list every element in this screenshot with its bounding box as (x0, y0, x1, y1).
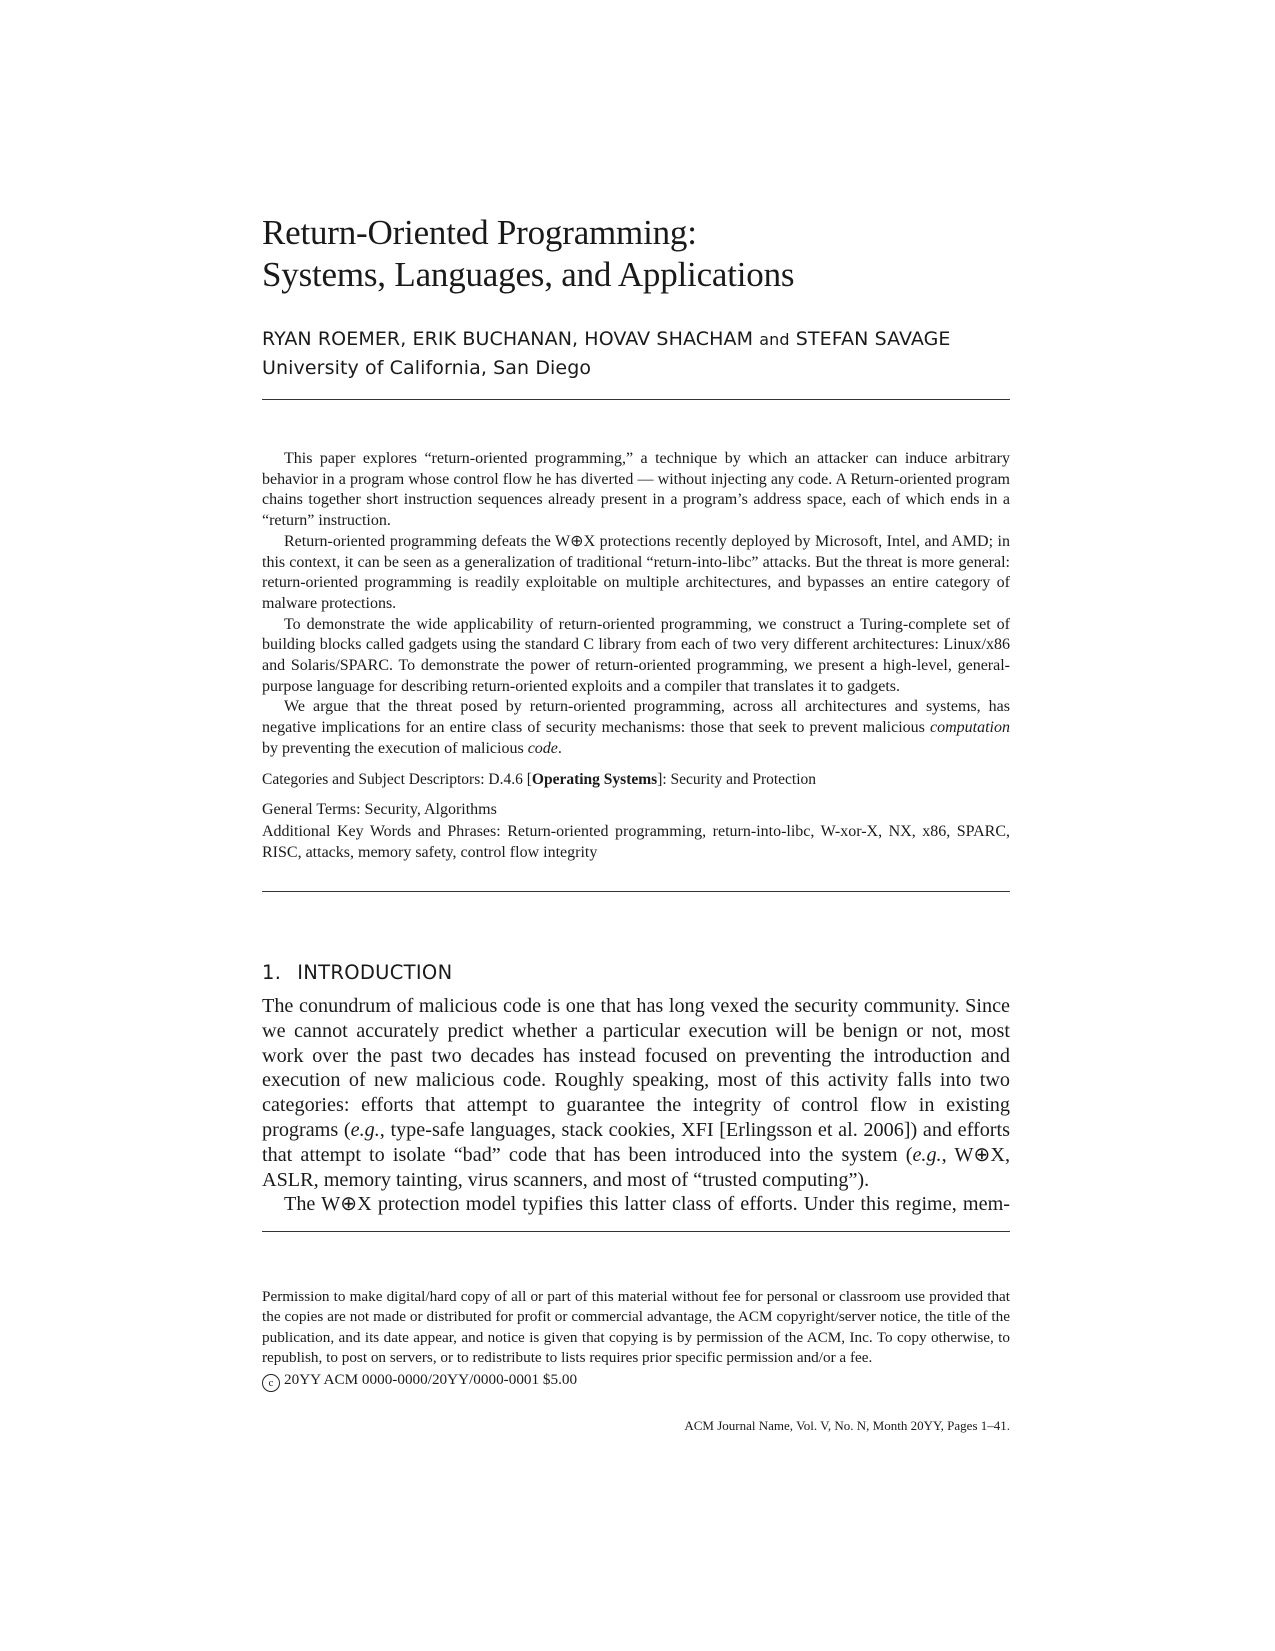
paper-title (262, 212, 1010, 296)
copyright-text: 20YY ACM 0000-0000/20YY/0000-0001 $5.00 (284, 1370, 578, 1388)
copyright-line (262, 1369, 1010, 1392)
section-title: INTRODUCTION (297, 961, 453, 984)
copyright-icon: c (262, 1374, 280, 1392)
permission-footnote (262, 1287, 1010, 1392)
general-terms: General Terms: Security, Algorithms (262, 800, 497, 818)
section-number: 1. (262, 961, 282, 984)
author-list: RYAN ROEMER, ERIK BUCHANAN, HOVAV SHACHAM (262, 328, 754, 350)
author-and: and (759, 330, 790, 349)
intro-paragraph-1: The conundrum of malicious code is one that has long vexed the security community. Since we cannot accurately predict whether a particular execution will be benign or not, most work over the past two decades has instead focused on preventing the introduction and execution of new malicious code. Roughly speaking, most of this activity falls into two categories: efforts that attempt to guarantee the integrity of control flow in existing programs (e.g., type-safe languages, stack cookies, XFI [Erlingsson et al. 2006]) and efforts that attempt to isolate “bad” code that has been introduced into the system (e.g., W⊕X, ASLR, memory tainting, virus scanners, and most of “trusted computing”). (262, 995, 1010, 1191)
abstract-paragraph-4: We argue that the threat posed by return-oriented programming, across all architectures and systems, has negative implications for an entire class of security mechanisms: those that seek to prevent malicious computation by preventing the execution of malicious code. (262, 698, 1010, 757)
author-affiliation: University of California, San Diego (262, 357, 592, 379)
categories-descriptors: Categories and Subject Descriptors: D.4.6 [Operating Systems]: Security and Protection (262, 770, 817, 788)
abstract-paragraph-3: To demonstrate the wide applicability of return-oriented programming, we construct a Turing-complete set of building blocks called gadgets using the standard C library from each of two very different architectures: Linux/x86 and Solaris/SPARC. To demonstrate the power of return-oriented programming, we present a high-level, general-purpose language for describing return-oriented exploits and a compiler that translates it to gadgets. (262, 615, 1010, 695)
intro-paragraph-2: The W⊕X protection model typifies this latter class of efforts. Under this regime, mem- (284, 1193, 1010, 1216)
permission-text: Permission to make digital/hard copy of all or part of this material without fee for personal or classroom use provided that the copies are not made or distributed for profit or commercial advantage, the ACM copyright/server notice, the title of the publication, and its date appear, and notice is given that copying is by permission of the ACM, Inc. To copy otherwise, to republish, to post on servers, or to redistribute to lists requires prior specific permission and/or a fee. (262, 1288, 1010, 1367)
abstract (262, 449, 1010, 863)
footnote-rule (262, 1231, 1010, 1232)
abstract-bottom-rule (262, 891, 1010, 892)
author-block (262, 325, 1010, 383)
author-last: STEFAN SAVAGE (795, 328, 951, 350)
title-line-1: Return-Oriented Programming: (262, 213, 697, 252)
abstract-paragraph-1: This paper explores “return-oriented programming,” a technique by which an attacker can induce arbitrary behavior in a program whose control flow he has diverted — without injecting any code. A Return-oriented program chains together short instruction sequences already present in a program’s address space, each of which ends in a “return” instruction. (262, 450, 1010, 530)
abstract-paragraph-2: Return-oriented programming defeats the W⊕X protections recently deployed by Microsoft, Intel, and AMD; in this context, it can be seen as a generalization of traditional “return-into-libc” attacks. But the threat is more general: return-oriented programming is readily exploitable on multiple architectures, and bypasses an entire category of malware protections. (262, 532, 1010, 612)
author-names (262, 325, 1010, 354)
introduction-body (262, 994, 1010, 1217)
abstract-top-rule (262, 399, 1010, 400)
section-heading (262, 961, 1010, 984)
journal-citation: ACM Journal Name, Vol. V, No. N, Month 20YY, Pages 1–41. (684, 1418, 1010, 1433)
keywords: Additional Key Words and Phrases: Return-oriented programming, return-into-libc, W-xor-X, NX, x86, SPARC, RISC, attacks, memory safety, control flow integrity (262, 822, 1010, 861)
title-line-2: Systems, Languages, and Applications (262, 255, 795, 294)
